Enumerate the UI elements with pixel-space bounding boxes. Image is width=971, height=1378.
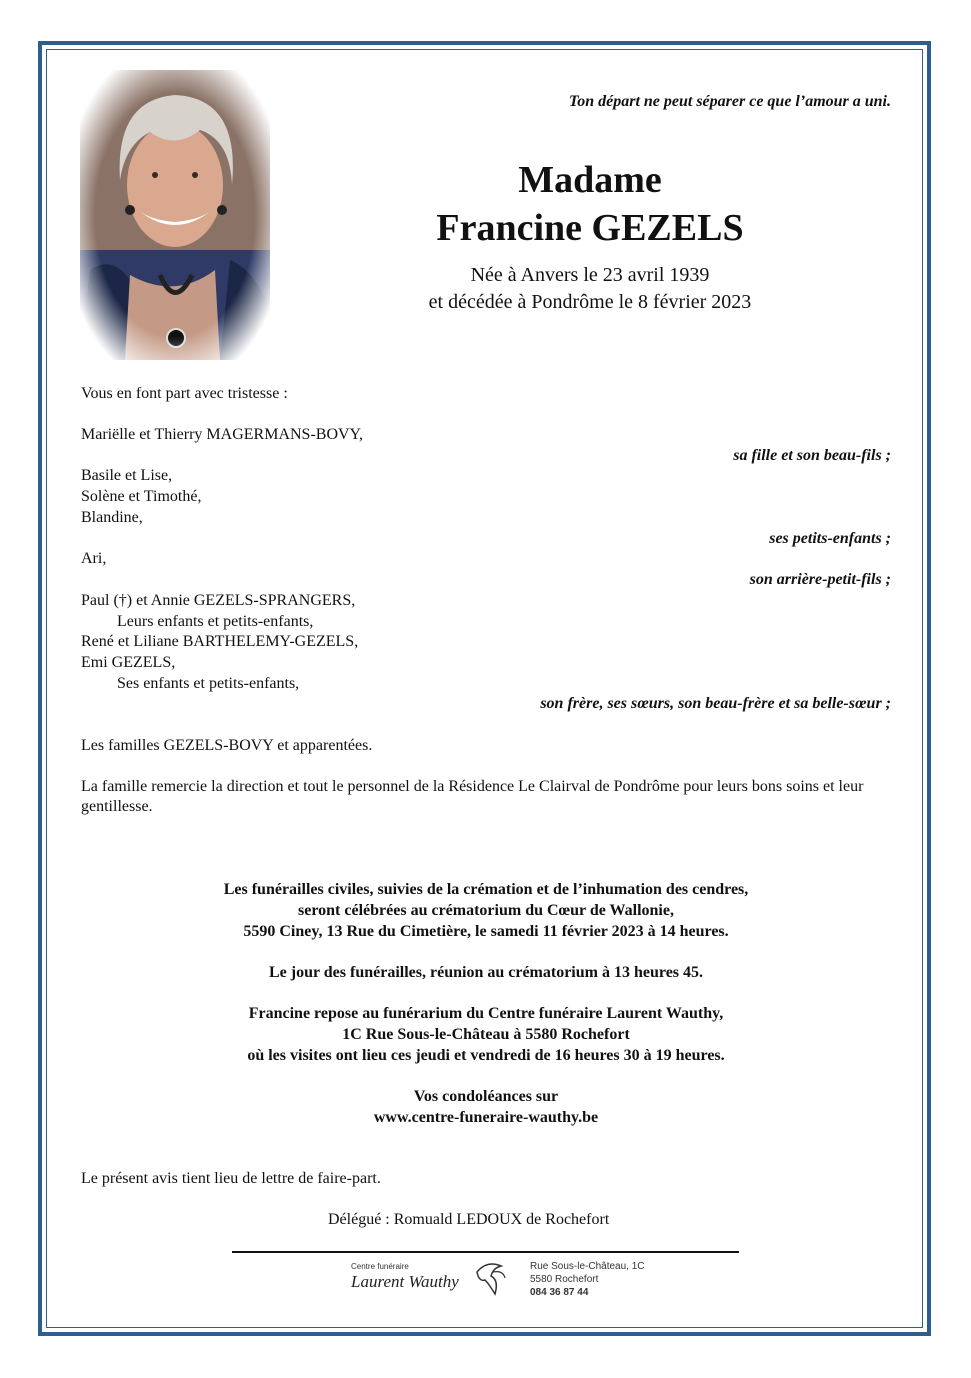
logo-address — [530, 1260, 645, 1299]
repose-line: Francine repose au funérarium du Centre funéraire Laurent Wauthy, — [248, 1005, 724, 1022]
family-sibling-1: Paul (†) et Annie GEZELS-SPRANGERS, — [81, 592, 356, 609]
thanks-paragraph: La famille remercie la direction et tout le personnel de la Résidence Le Clairval de Pondrôme pour leurs bons soins et leur gentillesse. — [81, 778, 864, 815]
birth-line: Née à Anvers le 23 avril 1939 — [470, 264, 710, 286]
funeral-details — [100, 879, 872, 1128]
family-grandchild-1: Basile et Lise, — [81, 467, 173, 484]
repose-line: où les visites ont lieu ces jeudi et vendredi de 16 heures 30 à 19 heures. — [247, 1047, 725, 1064]
intro-text: Vous en font part avec tristesse : — [81, 385, 288, 402]
family-grandchild-2: Solène et Timothé, — [81, 488, 202, 505]
address-phone: 084 36 87 44 — [530, 1287, 589, 1298]
portrait-photo — [80, 70, 270, 360]
divider — [232, 1251, 739, 1253]
death-line: et décédée à Pondrôme le 8 février 2023 — [428, 291, 752, 313]
extended-families: Les familles GEZELS-BOVY et apparentées. — [81, 737, 373, 754]
condolences-label: Vos condoléances sur — [413, 1088, 559, 1105]
address-city: 5580 Rochefort — [530, 1274, 599, 1285]
relation-daughter: sa fille et son beau-fils ; — [733, 447, 891, 464]
family-great-grandchild: Ari, — [81, 550, 107, 567]
family-sibling-2: René et Liliane BARTHELEMY-GEZELS, — [81, 633, 359, 650]
title-honorific: Madame — [518, 159, 662, 201]
family-sibling-3: Emi GEZELS, — [81, 654, 176, 671]
relation-siblings: son frère, ses sœurs, son beau-frère et sa belle-sœur ; — [540, 695, 891, 712]
family-sibling-1-children: Leurs enfants et petits-enfants, — [117, 613, 314, 630]
life-dates — [380, 262, 800, 316]
logo-caption: Centre funéraire — [351, 1262, 409, 1271]
family-grandchild-3: Blandine, — [81, 509, 143, 526]
logo-wing-icon — [473, 1258, 509, 1298]
family-sibling-3-children: Ses enfants et petits-enfants, — [117, 675, 300, 692]
address-street: Rue Sous-le-Château, 1C — [530, 1261, 645, 1272]
logo-wordmark: Laurent Wauthy — [351, 1272, 459, 1291]
notice-text: Le présent avis tient lieu de lettre de faire-part. — [81, 1170, 381, 1187]
portrait-illustration — [80, 70, 270, 360]
condolences-link[interactable]: www.centre-funeraire-wauthy.be — [373, 1109, 599, 1126]
relation-grandchildren: ses petits-enfants ; — [769, 530, 891, 547]
funeral-line: Les funérailles civiles, suivies de la crémation et de l’inhumation des cendres, — [223, 881, 749, 898]
funeral-home-logo — [343, 1258, 658, 1302]
deceased-name: Francine GEZELS — [436, 207, 744, 249]
family-daughter: Mariëlle et Thierry MAGERMANS-BOVY, — [81, 426, 364, 443]
repose-line: 1C Rue Sous-le-Château à 5580 Rochefort — [342, 1026, 630, 1043]
funeral-line: seront célébrées au crématorium du Cœur de Wallonie, — [298, 902, 674, 919]
relation-great-grandchild: son arrière-petit-fils ; — [749, 571, 891, 588]
funeral-line: 5590 Ciney, 13 Rue du Cimetière, le samedi 11 février 2023 à 14 heures. — [243, 923, 729, 940]
epigraph: Ton départ ne peut séparer ce que l’amour a uni. — [568, 93, 891, 110]
gathering-line: Le jour des funérailles, réunion au crématorium à 13 heures 45. — [268, 964, 704, 981]
delegate-text: Délégué : Romuald LEDOUX de Rochefort — [328, 1211, 610, 1228]
